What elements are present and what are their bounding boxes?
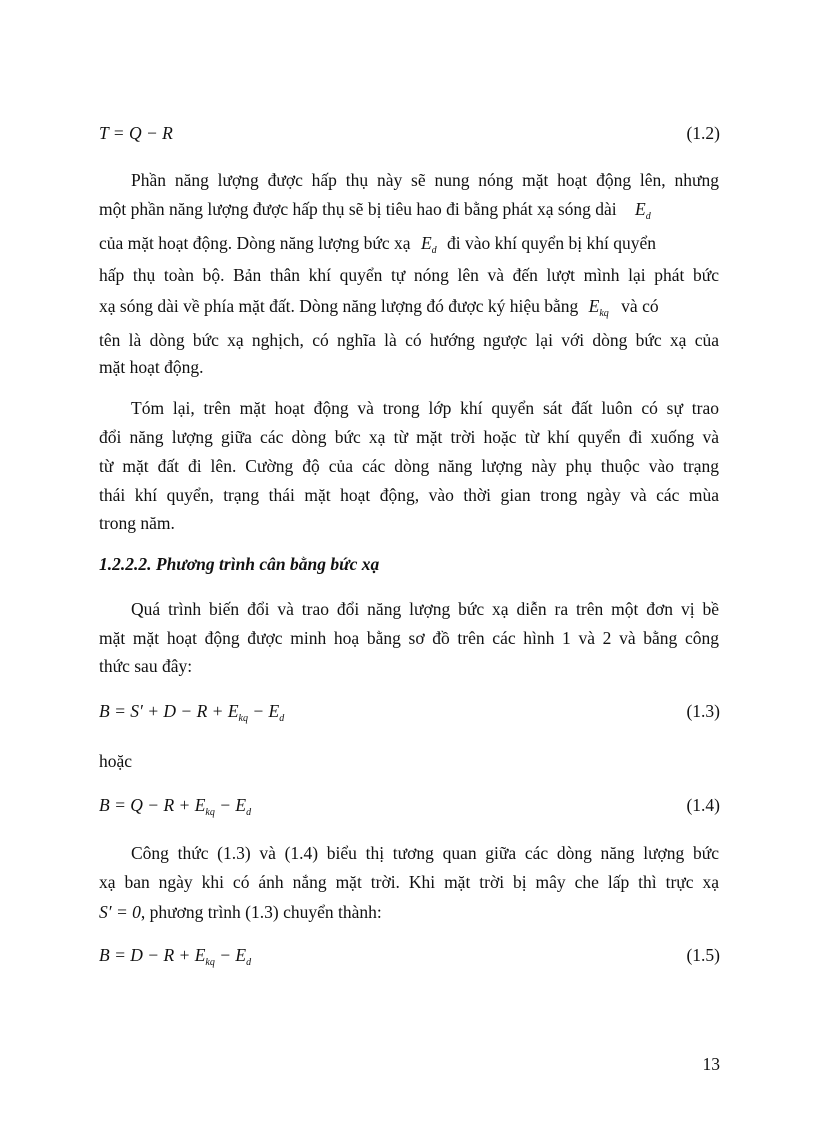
paragraph-line bbox=[99, 232, 719, 262]
paragraph-line: Công thức (1.3) và (1.4) biểu thị tương quan giữa các dòng năng lượng bức bbox=[131, 843, 719, 863]
paragraph-text: một phần năng lượng được hấp thụ sẽ bị tiêu hao đi bằng phát xạ sóng dài bbox=[99, 199, 617, 219]
paragraph-line: đổi năng lượng giữa các dòng bức xạ từ mặt trời hoặc từ khí quyển đi xuống và bbox=[99, 427, 719, 447]
symbol-e-letter: E bbox=[588, 296, 600, 316]
symbol-e bbox=[420, 233, 437, 256]
paragraph-line: Quá trình biến đổi và trao đổi năng lượng bức xạ diễn ra trên một đơn vị bề bbox=[131, 599, 719, 619]
symbol-e-letter: E bbox=[635, 199, 646, 219]
equation-number-1-3: (1.3) bbox=[686, 701, 720, 721]
equation-part: − E bbox=[247, 701, 280, 721]
paragraph-line: mặt hoạt động. bbox=[99, 357, 204, 377]
symbol-subscript: d bbox=[645, 211, 651, 222]
paragraph-line: xạ ban ngày khi có ánh nắng mặt trời. Khi mặt trời bị mây che lấp thì trực xạ bbox=[99, 872, 719, 892]
equation-subscript: kq bbox=[205, 957, 215, 968]
paragraph-line: Tóm lại, trên mặt hoạt động và trong lớp khí quyển sát đất luôn có sự trao bbox=[131, 398, 719, 418]
symbol-e-letter: E bbox=[420, 233, 432, 253]
equation-subscript: kq bbox=[238, 713, 248, 724]
paragraph-text: và có bbox=[621, 296, 659, 316]
connector-word: hoặc bbox=[99, 751, 133, 771]
equation-part: − E bbox=[214, 945, 247, 965]
equation-1-4 bbox=[99, 794, 251, 824]
symbol-e bbox=[635, 199, 651, 222]
paragraph-line: thái khí quyển, trạng thái mặt hoạt động, vào thời gian trong ngày và các mùa bbox=[99, 485, 719, 505]
paragraph-line: trong năm. bbox=[99, 513, 175, 533]
paragraph-line: mặt mặt hoạt động được minh hoạ bằng sơ đồ trên các hình 1 và 2 và bằng công bbox=[99, 628, 719, 648]
inline-math: S′ = 0 bbox=[99, 902, 141, 922]
paragraph-line bbox=[99, 295, 719, 325]
paragraph-text: xạ sóng dài về phía mặt đất. Dòng năng lượng đó được ký hiệu bằng bbox=[99, 296, 579, 316]
page-number: 13 bbox=[702, 1054, 720, 1074]
equation-subscript: kq bbox=[205, 807, 215, 818]
paragraph-line bbox=[99, 198, 719, 228]
equation-subscript: d bbox=[279, 713, 285, 724]
equation-subscript: d bbox=[246, 807, 252, 818]
paragraph-text: đi vào khí quyển bị khí quyển bbox=[447, 233, 657, 253]
paragraph-line: hấp thụ toàn bộ. Bản thân khí quyển tự nóng lên và đến lượt mình lại phát bức bbox=[99, 265, 719, 285]
equation-1-5 bbox=[99, 944, 251, 974]
paragraph-line: Phần năng lượng được hấp thụ này sẽ nung nóng mặt hoạt động lên, nhưng bbox=[131, 170, 719, 190]
section-heading: 1.2.2.2. Phương trình cân bằng bức xạ bbox=[99, 554, 380, 574]
equation-1-2: T = Q − R bbox=[99, 123, 173, 143]
equation-part: B = S′ + D − R + E bbox=[99, 701, 239, 721]
equation-number-1-5: (1.5) bbox=[686, 945, 720, 965]
paragraph-line: thức sau đây: bbox=[99, 656, 193, 676]
equation-part: B = Q − R + E bbox=[99, 795, 206, 815]
paragraph-line bbox=[99, 901, 719, 923]
paragraph-line: từ mặt đất đi lên. Cường độ của các dòng năng lượng này phụ thuộc vào trạng bbox=[99, 456, 719, 476]
symbol-e bbox=[588, 296, 609, 319]
equation-1-3 bbox=[99, 700, 284, 730]
paragraph-line: tên là dòng bức xạ nghịch, có nghĩa là có hướng ngược lại với dòng bức xạ của bbox=[99, 330, 719, 350]
equation-number-1-4: (1.4) bbox=[686, 795, 720, 815]
paragraph-text: , phương trình (1.3) chuyển thành: bbox=[140, 902, 382, 922]
equation-subscript: d bbox=[246, 957, 252, 968]
equation-part: B = D − R + E bbox=[99, 945, 206, 965]
paragraph-text: của mặt hoạt động. Dòng năng lượng bức xạ bbox=[99, 233, 411, 253]
symbol-subscript: d bbox=[431, 245, 437, 256]
equation-part: − E bbox=[214, 795, 247, 815]
equation-number-1-2: (1.2) bbox=[686, 123, 720, 143]
symbol-subscript: kq bbox=[599, 308, 609, 319]
